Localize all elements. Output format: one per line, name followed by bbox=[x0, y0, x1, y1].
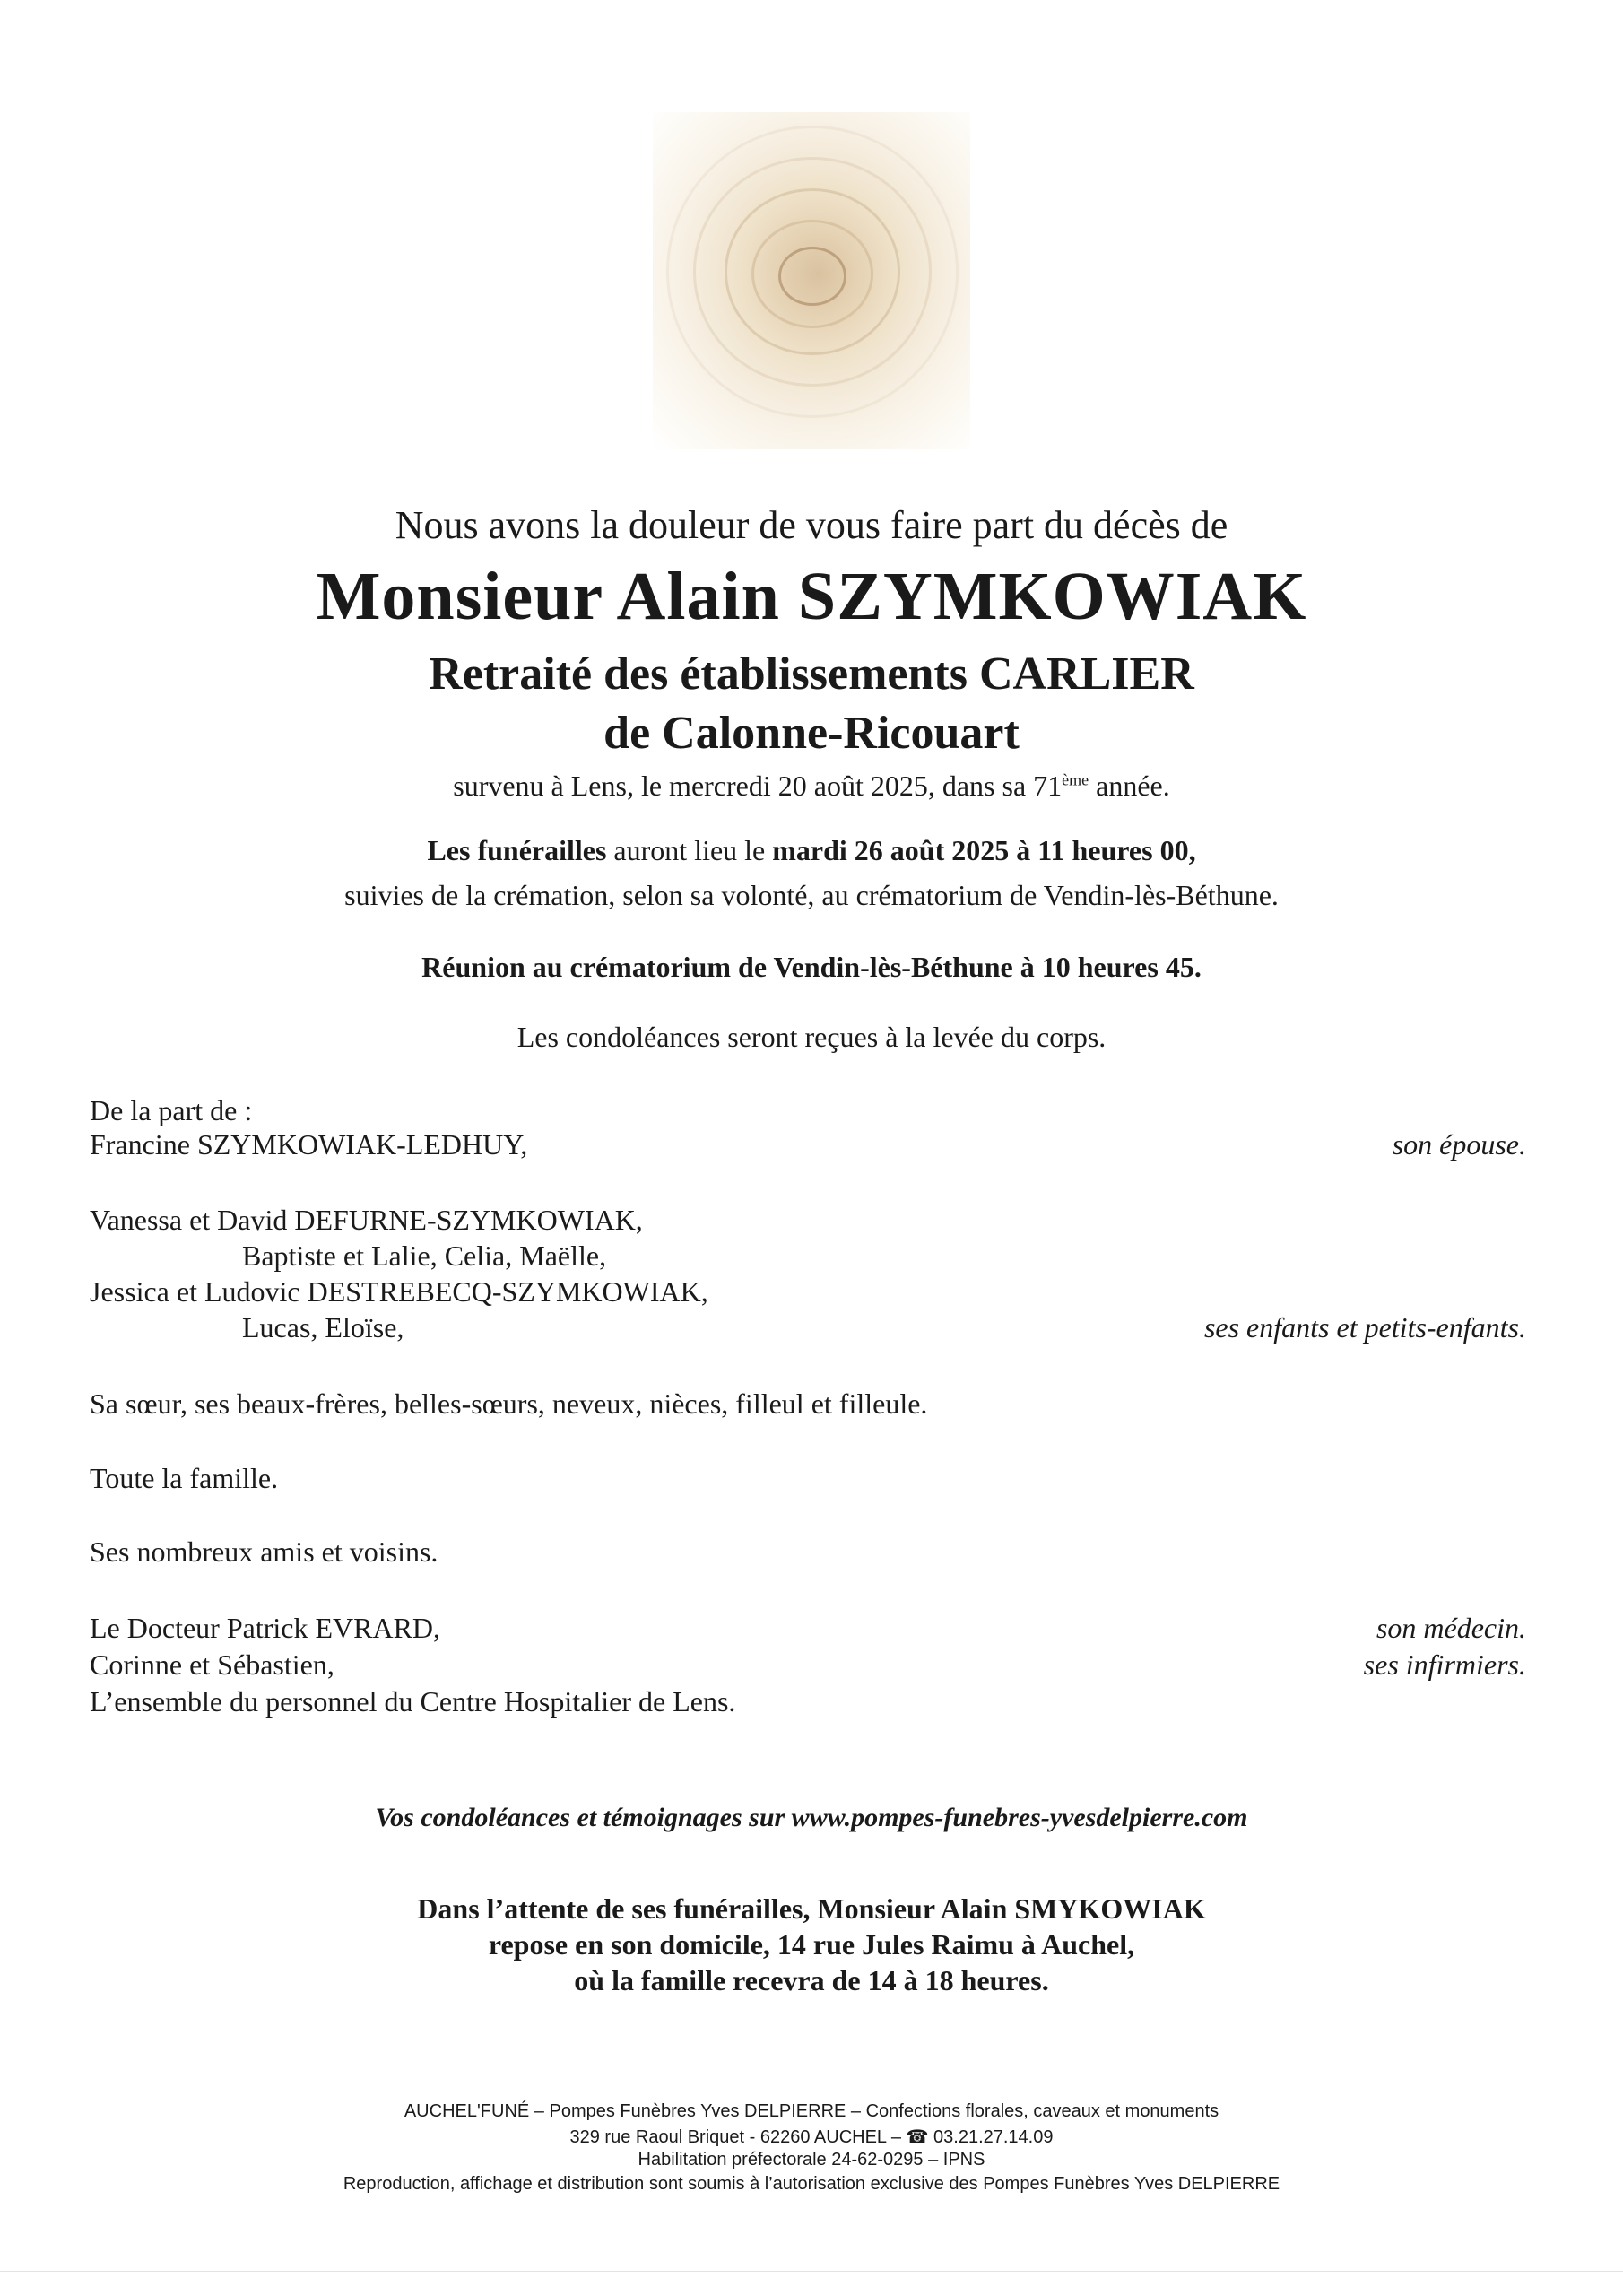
grandchildren-1: Baptiste et Lalie, Celia, Maëlle, bbox=[242, 1239, 607, 1272]
siblings-text: Sa sœur, ses beaux-frères, belles-sœurs, neveux, nièces, filleul et filleule. bbox=[90, 1387, 928, 1420]
condolences-text: Les condoléances seront reçues à la levée du corps. bbox=[516, 1021, 1107, 1053]
doctor-role: son médecin. bbox=[1376, 1612, 1526, 1644]
deceased-name: Monsieur Alain SZYMKOWIAK bbox=[316, 559, 1307, 634]
spouse-role: son épouse. bbox=[1392, 1128, 1526, 1161]
grandchildren-2: Lucas, Eloïse, bbox=[242, 1311, 404, 1344]
funeral-line-1: Les funérailles auront lieu le mardi 26 août 2025 à 11 heures 00, bbox=[427, 834, 1196, 866]
reunion-text: Réunion au crématorium de Vendin-lès-Béthune à 10 heures 45. bbox=[421, 951, 1202, 983]
retired-line-2: de Calonne-Ricouart bbox=[603, 708, 1020, 759]
intro-text: Nous avons la douleur de vous faire part du décès de bbox=[395, 503, 1228, 547]
waiting-line-2: repose en son domicile, 14 rue Jules Raimu à Auchel, bbox=[488, 1928, 1135, 1961]
funeral-line-2: suivies de la crémation, selon sa volonté, au crématorium de Vendin-lès-Béthune. bbox=[344, 879, 1279, 911]
phone-icon: ☎ bbox=[906, 2127, 929, 2147]
nurses-role: ses infirmiers. bbox=[1363, 1648, 1526, 1681]
hospital-staff: L’ensemble du personnel du Centre Hospitalier de Lens. bbox=[90, 1685, 736, 1718]
from-label: De la part de : bbox=[90, 1094, 253, 1126]
doctor-name: Le Docteur Patrick EVRARD, bbox=[90, 1612, 441, 1644]
footer-line-2: 329 rue Raoul Briquet - 62260 AUCHEL – ☎ 03.21.27.14.09 bbox=[569, 2127, 1054, 2147]
child-1: Vanessa et David DEFURNE-SZYMKOWIAK, bbox=[90, 1204, 643, 1236]
children-role: ses enfants et petits-enfants. bbox=[1203, 1311, 1526, 1344]
waiting-line-3: où la famille recevra de 14 à 18 heures. bbox=[574, 1964, 1049, 1996]
bottom-divider bbox=[0, 2271, 1623, 2272]
death-details: survenu à Lens, le mercredi 20 août 2025, dans sa 71ème année. bbox=[453, 770, 1170, 802]
rose-image bbox=[653, 112, 970, 449]
footer-line-4: Reproduction, affichage et distribution sont soumis à l’autorisation exclusive des Pompes Funèbres Yves DELPIERRE bbox=[343, 2174, 1280, 2194]
footer-line-1: AUCHEL'FUNÉ – Pompes Funèbres Yves DELPIERRE – Confections florales, caveaux et monuments bbox=[404, 2101, 1219, 2121]
footer-line-3: Habilitation préfectorale 24-62-0295 – IPNS bbox=[638, 2150, 985, 2170]
all-family-text: Toute la famille. bbox=[90, 1462, 279, 1494]
nurses-names: Corinne et Sébastien, bbox=[90, 1648, 334, 1681]
website-text: Vos condoléances et témoignages sur www.pompes-funebres-yvesdelpierre.com bbox=[375, 1803, 1248, 1832]
spouse-name: Francine SZYMKOWIAK-LEDHUY, bbox=[90, 1128, 528, 1161]
retired-line-1: Retraité des établissements CARLIER bbox=[429, 648, 1194, 700]
friends-text: Ses nombreux amis et voisins. bbox=[90, 1535, 438, 1568]
child-2: Jessica et Ludovic DESTREBECQ-SZYMKOWIAK, bbox=[90, 1275, 708, 1308]
waiting-line-1: Dans l’attente de ses funérailles, Monsieur Alain SMYKOWIAK bbox=[417, 1892, 1206, 1925]
